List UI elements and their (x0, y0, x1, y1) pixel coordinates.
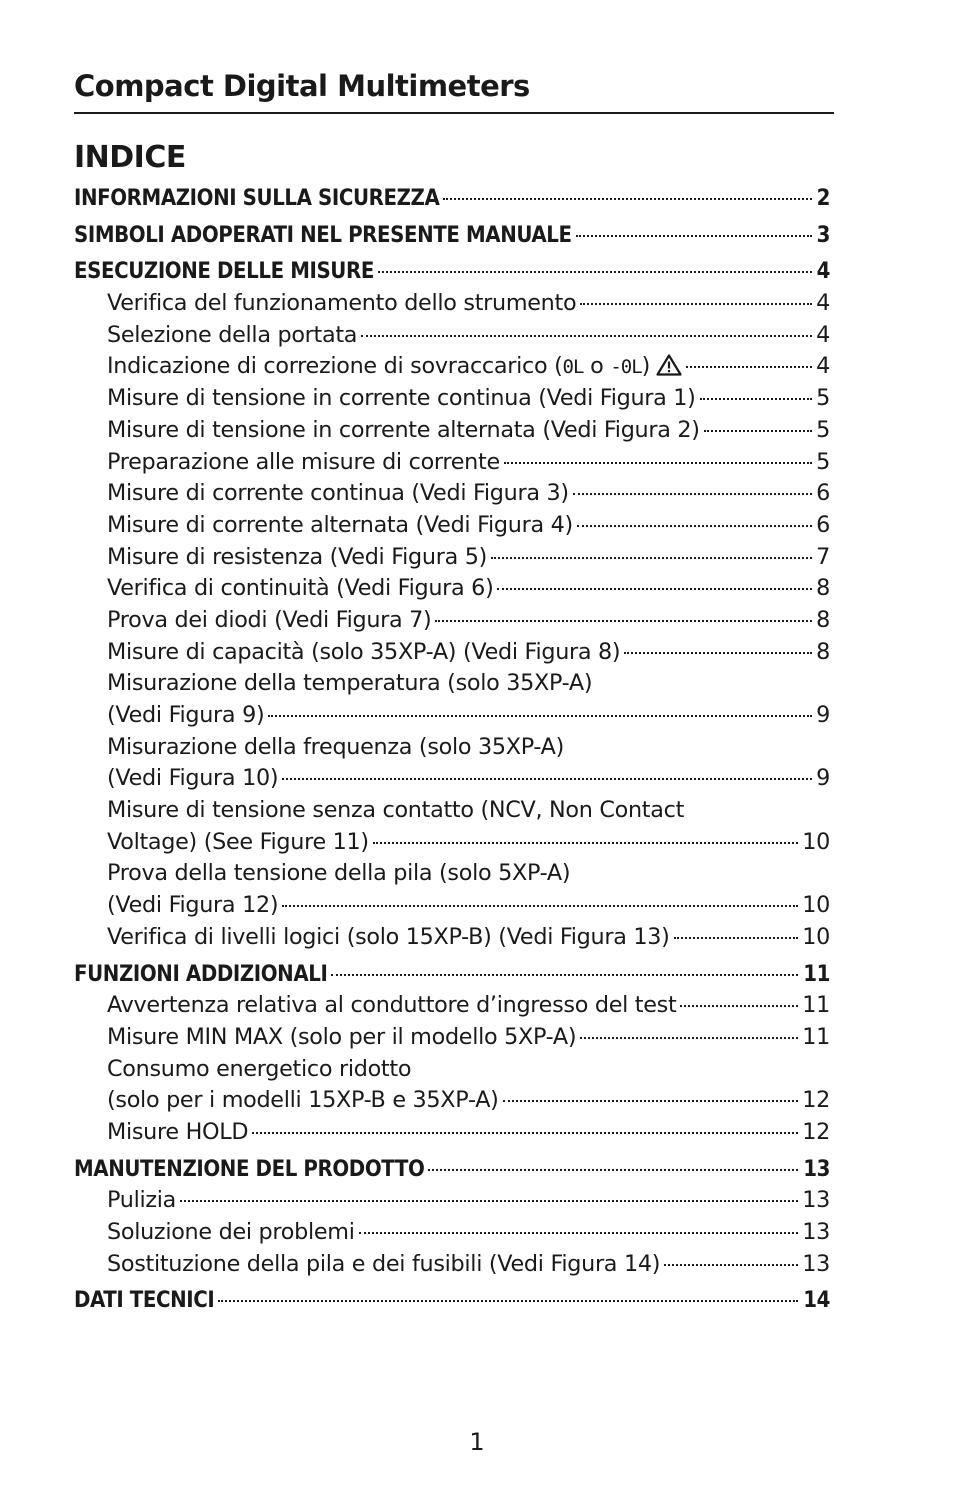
toc-page-number: 4 (816, 290, 830, 317)
dot-leader (680, 1005, 798, 1007)
toc-page-number: 4 (816, 259, 830, 285)
toc-subsection-entry (74, 510, 830, 542)
toc-entry-label: FUNZIONI ADDIZIONALI (74, 961, 328, 987)
toc-entry-label: DATI TECNICI (74, 1288, 215, 1314)
dot-leader (624, 652, 812, 654)
toc-subsection-entry (74, 795, 830, 827)
label-text: ) (641, 353, 651, 380)
index-heading: INDICE (74, 140, 186, 175)
toc-subsection-entry (74, 637, 830, 669)
toc-entry-label: Verifica di livelli logici (solo 15XP-B) (Vedi Figura 13) (107, 923, 670, 950)
dot-leader (373, 842, 798, 844)
toc-entry-label: Misure di capacità (solo 35XP-A) (Vedi Figura 8) (107, 638, 621, 665)
toc-entry-label: Misure di tensione senza contatto (NCV, Non Contact (107, 797, 685, 824)
toc-page-number: 2 (816, 186, 830, 211)
toc-entry-label: Avvertenza relativa al conduttore d’ingresso del test (107, 992, 677, 1019)
toc-entry-label: Verifica del funzionamento dello strumento (107, 290, 577, 317)
toc-page-number: 12 (802, 1118, 830, 1145)
dot-leader (180, 1200, 798, 1202)
toc-subsection-entry (74, 990, 830, 1022)
toc-page-number: 13 (802, 1219, 830, 1245)
toc-page-number: 7 (816, 543, 830, 570)
label-text: Indicazione di correzione di sovraccarico ( (107, 353, 563, 380)
toc-page-number: 13 (803, 1156, 830, 1182)
negative-overload-symbol: -0L (610, 356, 642, 379)
toc-subsection-entry (74, 1117, 830, 1149)
toc-page-number: 5 (816, 448, 830, 475)
toc-subsection-entry (74, 351, 830, 383)
toc-subsection-entry (74, 542, 830, 574)
toc-subsection-entry (74, 1217, 830, 1249)
toc-entry-label: Soluzione dei problemi (107, 1219, 355, 1245)
toc-page-number: 10 (802, 892, 830, 919)
dot-leader (282, 778, 812, 780)
table-of-contents (74, 183, 830, 1317)
toc-subsection-entry (74, 1249, 830, 1281)
toc-page-number: 3 (816, 222, 830, 248)
toc-subsection-entry (74, 922, 830, 954)
toc-entry-label: Consumo energetico ridotto (107, 1055, 412, 1082)
toc-entry-label-continued: (Vedi Figura 12) (107, 892, 279, 919)
toc-entry-label-continued: (solo per i modelli 15XP-B e 35XP-A) (107, 1087, 499, 1114)
toc-page-number: 13 (802, 1250, 830, 1277)
toc-entry-label: Misure di corrente continua (Vedi Figura 3) (107, 480, 569, 507)
dot-leader (428, 1169, 798, 1171)
dot-leader (435, 620, 812, 622)
dot-leader (580, 1037, 798, 1039)
toc-subsection-entry (74, 890, 830, 922)
toc-entry-label: Misure MIN MAX (solo per il modello 5XP-A) (107, 1023, 577, 1050)
toc-entry-label-continued: (Vedi Figura 9) (107, 702, 265, 728)
dot-leader (282, 905, 798, 907)
overload-symbol: 0L (562, 356, 584, 379)
toc-entry-label: Sostituzione della pila e dei fusibili (Vedi Figura 14) (107, 1250, 661, 1277)
toc-page-number: 5 (816, 416, 830, 443)
dot-leader (361, 335, 812, 337)
toc-page-number: 11 (802, 992, 830, 1019)
toc-page-number: 8 (816, 638, 830, 665)
toc-page-number: 6 (816, 480, 830, 507)
toc-subsection-entry (74, 858, 830, 890)
toc-entry-label: INFORMAZIONI SULLA SICUREZZA (74, 186, 440, 211)
toc-entry-label: Selezione della portata (107, 321, 358, 348)
toc-page-number: 9 (816, 702, 830, 728)
toc-section-entry (74, 183, 830, 215)
toc-page-number: 4 (816, 321, 830, 348)
toc-subsection-entry (74, 1085, 830, 1117)
dot-leader (331, 974, 798, 976)
dot-leader (700, 398, 812, 400)
toc-page-number: 11 (802, 1023, 830, 1050)
toc-section-entry (74, 256, 830, 288)
dot-leader (580, 303, 812, 305)
dot-leader (504, 462, 812, 464)
toc-entry-label: Pulizia (107, 1187, 177, 1214)
toc-entry-label: Misure HOLD (107, 1118, 249, 1145)
toc-page-number: 8 (816, 606, 830, 633)
toc-section-entry (74, 220, 830, 252)
toc-subsection-entry (74, 447, 830, 479)
toc-page-number: 10 (802, 828, 830, 855)
toc-entry-label: Misure di corrente alternata (Vedi Figura 4) (107, 511, 573, 538)
toc-entry-label: Prova della tensione della pila (solo 5XP-A) (107, 860, 571, 887)
toc-entry-label: Misurazione della temperatura (solo 35XP-A) (107, 670, 593, 697)
dot-leader (674, 937, 798, 939)
toc-subsection-entry (74, 1054, 830, 1086)
toc-entry-label: SIMBOLI ADOPERATI NEL PRESENTE MANUALE (74, 222, 572, 248)
toc-subsection-entry (74, 320, 830, 352)
toc-page-number: 8 (816, 575, 830, 602)
document-title: Compact Digital Multimeters (74, 69, 530, 103)
toc-entry-label: ESECUZIONE DELLE MISURE (74, 259, 374, 285)
label-text: o (583, 353, 611, 380)
dot-leader (686, 366, 812, 368)
toc-subsection-entry (74, 415, 830, 447)
toc-subsection-entry (74, 383, 830, 415)
toc-subsection-entry (74, 288, 830, 320)
toc-page-number: 9 (816, 765, 830, 792)
dot-leader (573, 493, 812, 495)
toc-section-entry (74, 1285, 830, 1317)
toc-subsection-entry (74, 827, 830, 859)
toc-subsection-entry (74, 605, 830, 637)
page-header (74, 68, 834, 114)
toc-subsection-entry (74, 700, 830, 732)
toc-entry-label: Prova dei diodi (Vedi Figura 7) (107, 606, 432, 633)
dot-leader (503, 1100, 798, 1102)
dot-leader (664, 1264, 798, 1266)
dot-leader (443, 198, 812, 200)
dot-leader (218, 1300, 798, 1302)
page-number: 1 (469, 1428, 485, 1456)
toc-page-number: 10 (802, 923, 830, 950)
toc-section-entry (74, 1154, 830, 1186)
dot-leader (359, 1232, 798, 1234)
toc-entry-label: MANUTENZIONE DEL PRODOTTO (74, 1156, 425, 1182)
toc-entry-label: Preparazione alle misure di corrente (107, 448, 500, 475)
toc-subsection-entry (74, 1185, 830, 1217)
toc-subsection-entry (74, 668, 830, 700)
toc-entry-label: Verifica di continuità (Vedi Figura 6) (107, 575, 494, 602)
toc-page-number: 5 (816, 385, 830, 412)
dot-leader (497, 588, 812, 590)
toc-subsection-entry (74, 1022, 830, 1054)
toc-page-number: 4 (816, 353, 830, 380)
toc-section-entry (74, 959, 830, 991)
toc-subsection-entry (74, 478, 830, 510)
toc-subsection-entry (74, 763, 830, 795)
toc-entry-label: Misurazione della frequenza (solo 35XP-A) (107, 733, 565, 760)
toc-entry-label: Misure di resistenza (Vedi Figura 5) (107, 543, 488, 570)
dot-leader (378, 271, 812, 273)
toc-entry-label-continued: (Vedi Figura 10) (107, 765, 279, 792)
dot-leader (491, 557, 812, 559)
toc-page-number: 11 (803, 961, 830, 987)
toc-page-number: 6 (816, 511, 830, 538)
toc-page-number: 13 (802, 1187, 830, 1214)
warning-triangle-icon (656, 354, 682, 376)
toc-page-number: 12 (802, 1087, 830, 1114)
dot-leader (252, 1132, 798, 1134)
dot-leader (576, 235, 812, 237)
toc-entry-label-continued: Voltage) (See Figure 11) (107, 828, 369, 855)
toc-entry-label: Misure di tensione in corrente continua (Vedi Figura 1) (107, 385, 696, 412)
toc-entry-label: Misure di tensione in corrente alternata (Vedi Figura 2) (107, 416, 700, 443)
dot-leader (268, 715, 812, 717)
dot-leader (577, 525, 812, 527)
toc-entry-label (107, 351, 682, 384)
dot-leader (704, 430, 812, 432)
toc-subsection-entry (74, 573, 830, 605)
toc-page-number: 14 (803, 1288, 830, 1314)
toc-subsection-entry (74, 732, 830, 764)
